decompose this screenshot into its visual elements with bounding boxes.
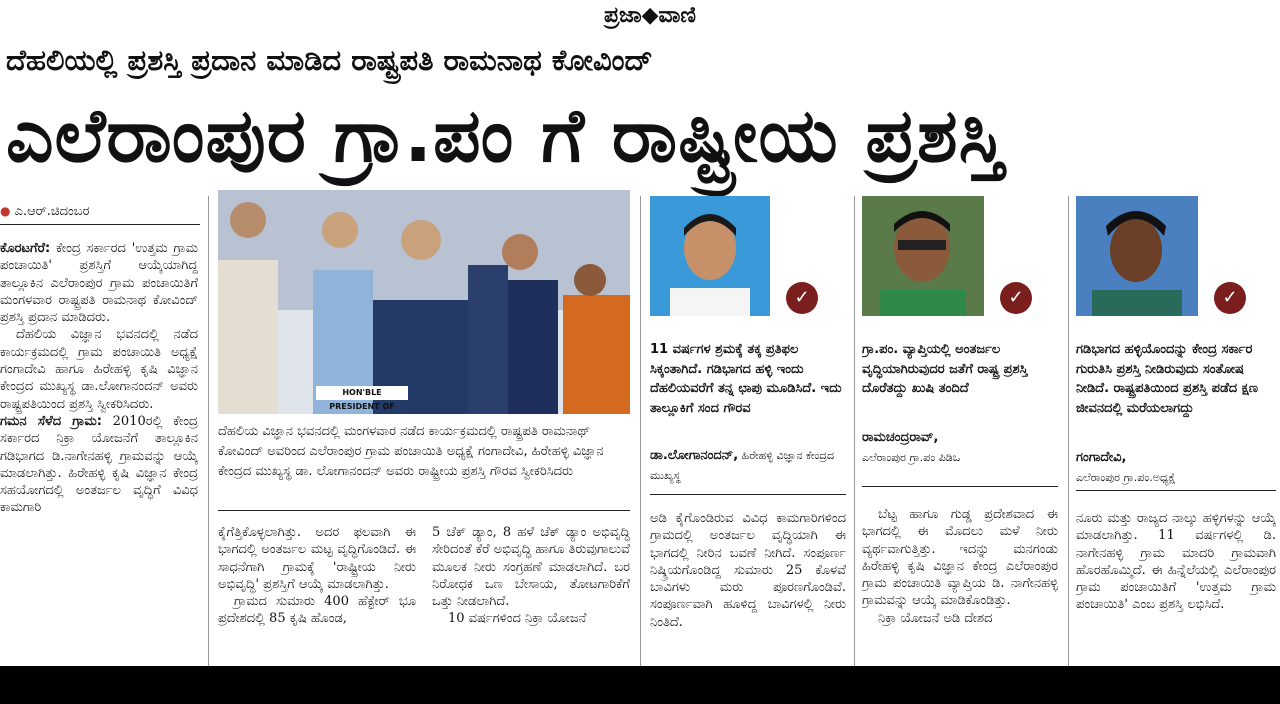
profile-rule (862, 486, 1058, 487)
masthead-logo: ಪ್ರಜಾ◆ವಾಣಿ (603, 3, 696, 28)
article-column-1 (0, 240, 198, 666)
paragraph: ದೆಹಲಿಯ ವಿಜ್ಞಾನ ಭವನದಲ್ಲಿ ನಡೆದ ಕಾರ್ಯಕ್ರಮದಲ್ಲಿ ಗ್ರಾಮ ಪಂಚಾಯಿತಿ ಅಧ್ಯಕ್ಷೆ ಗಂಗಾದೇವಿ ಹಾಗೂ ಹಿರೇಹಳ್ಳಿ ಕೃಷಿ ವಿಜ್ಞಾನ ಕೇಂದ್ರದ ಮುಖ್ಯಸ್ಥ ಡಾ.ಲೋಗಾನಂದನ್ ಅವರು ರಾಷ್ಟ್ರಪತಿಯಿಂದ ಪ್ರಶಸ್ತಿ ಸ್ವೀಕರಿಸಿದರು. (0, 327, 198, 412)
paragraph: 5 ಚೆಕ್ ಡ್ಯಾಂ, 8 ಹಳೆ ಚೆಕ್ ಡ್ಯಾಂ ಅಭಿವೃದ್ಧಿ ಸೇರಿದಂತೆ ಕೆರೆ ಅಭಿವೃದ್ಧಿ ಹಾಗೂ ತಿರುವುಗಾಲುವೆ ಮೂಲಕ ನೀರು ಸಂಗ್ರಹಣೆ ಮಾಡಲಾಗಿದೆ. ಬರ ನಿರೋಧಕ ಒಣ ಬೇಸಾಯ, ತೋಟಗಾರಿಕೆಗೆ ಒತ್ತು ನೀಡಲಾಗಿದೆ. (432, 525, 630, 610)
paragraph: ನೂರು ಮತ್ತು ರಾಜ್ಯದ ನಾಲ್ಕು ಹಳ್ಳಿಗಳನ್ನು ಆಯ್ಕೆ ಮಾಡಲಾಗಿತ್ತು. 11 ವರ್ಷಗಳಲ್ಲಿ ಡಿ. ನಾಗೇನಹಳ್ಳಿ ಗ್ರಾಮ ಮಾದರಿ ಗ್ರಾಮವಾಗಿ ಹೊರಹೊಮ್ಮಿದೆ. ಈ ಹಿನ್ನೆಲೆಯಲ್ಲಿ ಎಲೆರಾಂಪುರ ಗ್ರಾಮ ಪಂಚಾಯಿತಿಗೆ 'ಉತ್ತಮ ಗ್ರಾಮ ಪಂಚಾಯಿತಿ' ಎಂಬ ಪ್ರಶಸ್ತಿ ಲಭಿಸಿದೆ. (1076, 511, 1276, 613)
bullet-icon: ● (0, 204, 11, 218)
article-column-4 (650, 510, 846, 666)
article-column-3 (432, 524, 630, 666)
profile-role: ಎಲೆರಾಂಪುರ ಗ್ರಾ.ಪಂ.ಅಧ್ಯಕ್ಷೆ (1076, 471, 1176, 484)
profile-credit-2 (862, 428, 1058, 472)
article-column-6 (1076, 510, 1276, 666)
column-divider (854, 196, 855, 666)
caption-rule (218, 510, 630, 511)
profile-quote-2: ಗ್ರಾ.ಪಂ. ವ್ಯಾಪ್ತಿಯಲ್ಲಿ ಅಂತರ್ಜಲ ವೃದ್ಧಿಯಾಗಿರುವುದರ ಜತೆಗೆ ರಾಷ್ಟ್ರ ಪ್ರಶಸ್ತಿ ದೊರೆತದ್ದು ಖುಷಿ ತಂದಿದೆ (862, 342, 1028, 396)
person-icon (862, 196, 984, 316)
profile-name: ರಾಮಚಂದ್ರರಾವ್, (862, 430, 939, 445)
profile-quote-3: ಗಡಿಭಾಗದ ಹಳ್ಳಿಯೊಂದನ್ನು ಕೇಂದ್ರ ಸರ್ಕಾರ ಗುರುತಿಸಿ ಪ್ರಶಸ್ತಿ ನೀಡಿರುವುದು ಸಂತೋಷ ನೀಡಿದೆ. ರಾಷ್ಟ್ರಪತಿಯಿಂದ ಪ್ರಶಸ್ತಿ ಪಡೆದ ಕ್ಷಣ ಜೀವನದಲ್ಲಿ ಮರೆಯಲಾಗದ್ದು (1076, 342, 1258, 416)
paragraph: ಕೈಗೆತ್ತಿಕೊಳ್ಳಲಾಗಿತ್ತು. ಅದರ ಫಲವಾಗಿ ಈ ಭಾಗದಲ್ಲಿ ಅಂತರ್ಜಲ ಮಟ್ಟ ವೃದ್ಧಿಗೊಂಡಿದೆ. ಈ ಸಾಧನೆಗಾಗಿ ಗ್ರಾಮಕ್ಕೆ 'ರಾಷ್ಟ್ರೀಯ ನೀರು ಅಭಿವೃದ್ಧಿ' ಪ್ರಶಸ್ತಿಗೆ ಆಯ್ಕೆ ಮಾಡಲಾಗಿತ್ತು. (218, 525, 416, 592)
award-badge-icon: ✓ (786, 282, 818, 314)
person-icon (650, 196, 770, 316)
photo-illustration (218, 190, 630, 414)
person-icon (1076, 196, 1198, 316)
photo-caption: ದೆಹಲಿಯ ವಿಜ್ಞಾನ ಭವನದಲ್ಲಿ ಮಂಗಳವಾರ ನಡೆದ ಕಾರ್ಯಕ್ರಮದಲ್ಲಿ ರಾಷ್ಟ್ರಪತಿ ರಾಮನಾಥ್ ಕೋವಿಂದ್ ಅವರಿಂದ ಎಲೆರಾಂಪುರ ಗ್ರಾಮ ಪಂಚಾಯಿತಿ ಅಧ್ಯಕ್ಷೆ ಗಂಗಾದೇವಿ, ಹಿರೇಹಳ್ಳಿ ವಿಜ್ಞಾನ ಕೇಂದ್ರದ ಮುಖ್ಯಸ್ಥ ಡಾ. ಲೋಗಾನಂದನ್ ಅವರು ರಾಷ್ಟ್ರೀಯ ಪ್ರಶಸ್ತಿ ಗೌರವ ಸ್ವೀಕರಿಸಿದರು (218, 424, 604, 479)
profile-quote-1: 11 ವರ್ಷಗಳ ಶ್ರಮಕ್ಕೆ ತಕ್ಕ ಪ್ರತಿಫಲ ಸಿಕ್ಕಂತಾಗಿದೆ. ಗಡಿಭಾಗದ ಹಳ್ಳಿ ಇಂದು ದೆಹಲಿಯವರೆಗೆ ತನ್ನ ಛಾಪು ಮೂಡಿಸಿದೆ. ಇದು ತಾಲ್ಲೂಕಿಗೆ ಸಂದ ಗೌರವ (650, 342, 842, 416)
profile-credit-1 (650, 446, 846, 490)
article-column-5 (862, 506, 1058, 666)
paragraph: ನಿಕ್ರಾ ಯೋಜನೆ ಅಡಿ ದೇಶದ (878, 610, 993, 626)
byline (0, 200, 200, 222)
portrait-loganandan (650, 196, 770, 316)
profile-rule (1076, 490, 1276, 491)
paragraph: 10 ವರ್ಷಗಳಿಂದ ನಿಕ್ರಾ ಯೋಜನೆ (448, 611, 587, 627)
column-divider (208, 196, 209, 666)
profile-name: ಡಾ.ಲೋಗಾನಂದನ್, (650, 448, 739, 463)
byline-author: ಎ.ಆರ್.ಚಿದಂಬರ (14, 204, 90, 219)
column-divider (640, 196, 641, 666)
profile-role: ಹಿರೇಹಳ್ಳಿ ವಿಜ್ಞಾನ ಕೇಂದ್ರದ ಮುಖ್ಯಸ್ಥ (650, 449, 835, 482)
byline-rule (0, 224, 200, 225)
award-ceremony-photo (218, 190, 630, 414)
paragraph-text: 2010ರಲ್ಲಿ ಕೇಂದ್ರ ಸರ್ಕಾರದ ನಿಕ್ರಾ ಯೋಜನೆಗೆ ತಾಲ್ಲೂಕಿನ ಗಡಿಭಾಗದ ಡಿ.ನಾಗೇನಹಳ್ಳಿ ಗ್ರಾಮವನ್ನು ಆಯ್ಕೆ ಮಾಡಲಾಗಿತ್ತು. ಹಿರೇಹಳ್ಳಿ ಕೃಷಿ ವಿಜ್ಞಾನ ಕೇಂದ್ರ ಸಹಯೋಗದಲ್ಲಿ ಅಂತರ್ಜಲ ವೃದ್ಧಿಗೆ ವಿವಿಧ ಕಾಮಗಾರಿ (0, 413, 198, 516)
award-badge-icon: ✓ (1214, 282, 1246, 314)
paragraph (0, 413, 198, 517)
paragraph-text: ಕೇಂದ್ರ ಸರ್ಕಾರದ 'ಉತ್ತಮ ಗ್ರಾಮ ಪಂಚಾಯಿತಿ' ಪ್ರಶಸ್ತಿಗೆ ಆಯ್ಕೆಯಾಗಿದ್ದ ತಾಲ್ಲೂಕಿನ ಎಲೆರಾಂಪುರ ಗ್ರಾಮ ಪಂಚಾಯಿತಿಗೆ ಮಂಗಳವಾರ ರಾಷ್ಟ್ರಪತಿ ರಾಮನಾಥ ಕೋವಿಂದ್ ಪ್ರಶಸ್ತಿ ಪ್ರದಾನ ಮಾಡಿದರು. (0, 241, 198, 326)
headline: ಎಲೆರಾಂಪುರ ಗ್ರಾ.ಪಂ ಗೆ ರಾಷ್ಟ್ರೀಯ ಪ್ರಶಸ್ತಿ (6, 93, 1006, 179)
profile-name: ಗಂಗಾದೇವಿ, (1076, 450, 1127, 465)
profile-credit-3 (1076, 448, 1276, 492)
portrait-gangadevi (1076, 196, 1198, 316)
paragraph: ಗ್ರಾಮದ ಸುಮಾರು 400 ಹೆಕ್ಟೇರ್ ಭೂ ಪ್ರದೇಶದಲ್ಲಿ 85 ಕೃಷಿ ಹೊಂಡ, (218, 594, 416, 627)
profile-rule (650, 494, 846, 495)
article-column-2 (218, 524, 416, 666)
dateline: ಕೊರಟಗೆರೆ: (0, 241, 51, 256)
paragraph: ಅಡಿ ಕೈಗೊಂಡಿರುವ ವಿವಿಧ ಕಾಮಗಾರಿಗಳಿಂದ ಗ್ರಾಮದಲ್ಲಿ ಅಂತರ್ಜಲ ವೃದ್ಧಿಯಾಗಿ ಈ ಭಾಗದಲ್ಲಿ ನೀರಿನ ಬವಣೆ ನೀಗಿದೆ. ಸಂಪೂರ್ಣ ನಿಷ್ಕ್ರಿಯಗೊಂಡಿದ್ದ ಸುಮಾರು 25 ಕೊಳವೆ ಬಾವಿಗಳು ಮರು ಪೂರಣಗೊಂಡಿವೆ. ಸಂಪೂರ್ಣವಾಗಿ ಹೂಳಿದ್ದ ಬಾವಿಗಳಲ್ಲಿ ನೀರು ನಿಂತಿದೆ. (650, 511, 846, 630)
podium-placard: HON'BLE PRESIDENT OF (316, 386, 408, 400)
paragraph: ಬೆಟ್ಟ ಹಾಗೂ ಗುಡ್ಡ ಪ್ರದೇಶವಾದ ಈ ಭಾಗದಲ್ಲಿ ಈ ಮೊದಲು ಮಳೆ ನೀರು ವ್ಯರ್ಥವಾಗುತ್ತಿತ್ತು. ಇದನ್ನು ಮನಗಂಡು ಹಿರೇಹಳ್ಳಿ ಕೃಷಿ ವಿಜ್ಞಾನ ಕೇಂದ್ರ ಎಲೆರಾಂಪುರ ಗ್ರಾಮ ಪಂಚಾಯಿತಿ ವ್ಯಾಪ್ತಿಯ ಡಿ. ನಾಗೇನಹಳ್ಳಿ ಗ್ರಾಮವನ್ನು ಆಯ್ಕೆ ಮಾಡಿಕೊಂಡಿತ್ತು. (862, 507, 1058, 609)
subheadline: ದೆಹಲಿಯಲ್ಲಿ ಪ್ರಶಸ್ತಿ ಪ್ರದಾನ ಮಾಡಿದ ರಾಷ್ಟ್ರಪತಿ ರಾಮನಾಥ ಕೋವಿಂದ್ (6, 43, 653, 77)
award-badge-icon: ✓ (1000, 282, 1032, 314)
profile-role: ಎಲೆರಾಂಪುರ ಗ್ರಾ.ಪಂ ಪಿಡಿಒ (862, 451, 961, 464)
subheading: ಗಮನ ಸೆಳೆದ ಗ್ರಾಮ: (0, 413, 102, 429)
portrait-ramachandrarao (862, 196, 984, 316)
column-divider (1068, 196, 1069, 666)
bottom-black-bar (0, 666, 1280, 704)
paragraph (0, 240, 198, 326)
